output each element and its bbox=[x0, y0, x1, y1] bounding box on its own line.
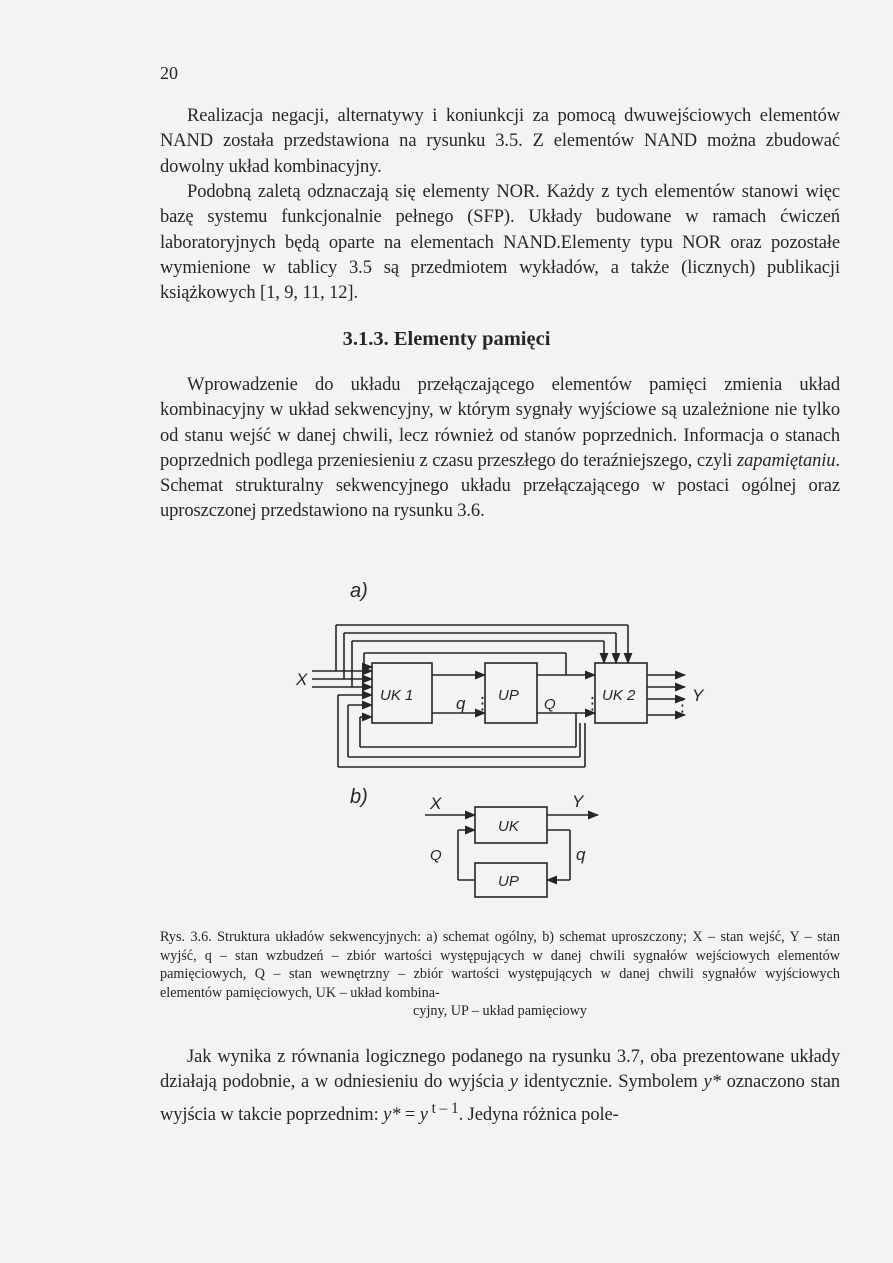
q-big-label: Q bbox=[544, 696, 556, 713]
label-b: b) bbox=[350, 786, 368, 808]
q-big-label-b: Q bbox=[430, 847, 442, 864]
paragraph-memory-elements bbox=[160, 373, 840, 525]
uk-label: UK bbox=[498, 818, 519, 835]
dots-y: ⋮ bbox=[674, 696, 691, 715]
p4-eq-lhs: y* bbox=[383, 1104, 401, 1125]
q-small-label-b: q bbox=[576, 845, 586, 864]
p4-eq-mid: = bbox=[400, 1104, 420, 1125]
figure-3-6 bbox=[280, 575, 740, 910]
up-label-b: UP bbox=[498, 873, 519, 890]
p4-eq-rhs: y bbox=[419, 1104, 428, 1125]
p4-text-a: Jak wynika z równania logicznego podanego na rysunku 3.7, oba prezentowane układy działają podobnie, a w odniesieniu do wyjścia bbox=[160, 1047, 840, 1093]
x-label-b: X bbox=[430, 794, 442, 813]
q-small-label: q bbox=[456, 694, 466, 713]
dots-q: ⋮ bbox=[474, 694, 491, 713]
page-number: 20 bbox=[160, 63, 178, 83]
p4-var-y: y bbox=[509, 1072, 518, 1093]
uk2-label: UK 2 bbox=[602, 687, 636, 704]
p3-text-start: Wprowadzenie do układu przełączającego elementów pamięci zmienia układ kombinacyjny w układ sekwencyjny, w którym sygnały wyjściowe są uzależnione nie tylko od stanu wejść w danej chwili, lecz również od stanów poprzednich. Informacja o stanach poprzednich podlega przeniesieniu z czasu przeszłego do teraźniejszego, czyli bbox=[160, 375, 840, 471]
paragraph-nor: Podobną zaletą odznaczają się elementy NOR. Każdy z tych elementów stanowi więc bazę systemu funkcjonalnie pełnego (SFP). Układy budowane w ramach ćwiczeń laboratoryjnych będą oparte na elementach NAND.Elementy typu NOR oraz pozostałe wymienione w tablicy 3.5 są przedmiotem wykładów, a także (licznych) publikacji książkowych [1, 9, 11, 12]. bbox=[160, 182, 840, 304]
section-heading: 3.1.3. Elementy pamięci bbox=[342, 328, 551, 350]
p4-var-ystar: y* bbox=[703, 1072, 721, 1093]
figure-caption bbox=[160, 928, 840, 1021]
y-label: Y bbox=[692, 686, 704, 705]
p4-text-c: oznaczono stan wyjścia w takcie poprzednim: bbox=[160, 1072, 841, 1125]
dots-qbig: ⋮ bbox=[584, 694, 601, 713]
y-label-b: Y bbox=[572, 792, 584, 811]
p4-superscript: t – 1 bbox=[427, 1099, 459, 1117]
p4-text-d: . Jedyna różnica pole- bbox=[458, 1104, 619, 1125]
p3-text-end: . Schemat strukturalny sekwencyjnego układu przełączającego w postaci ogólnej oraz uproszczonej przedstawiono na rysunku 3.6. bbox=[160, 450, 840, 522]
p4-text-b: identycznie. Symbolem bbox=[517, 1072, 704, 1093]
paragraph-nand: Realizacja negacji, alternatywy i koniunkcji za pomocą dwuwejściowych elementów NAND została przedstawiona na rysunku 3.5. Z elementów NAND można zbudować dowolny układ kombinacyjny. bbox=[160, 106, 840, 177]
paragraph-logic-equation bbox=[160, 1045, 840, 1128]
uk1-label: UK 1 bbox=[380, 687, 414, 704]
p3-emphasis: zapamiętaniu bbox=[736, 450, 836, 471]
caption-last-line: cyjny, UP – układ pamięciowy bbox=[413, 1003, 587, 1019]
label-a: a) bbox=[350, 580, 368, 602]
caption-text: Rys. 3.6. Struktura układów sekwencyjnych: a) schemat ogólny, b) schemat uproszczony; X – stan wejść, Y – stan wyjść, q – stan wzbudzeń – zbiór wartości występujących w danej chwili sygnałów wejściowych elementów pamięciowych, Q – stan wewnętrzny – zbiór wartości występujących w danej chwili sygnałów wyjściowych elementów pamięciowych, UK – układ kombina- bbox=[160, 929, 840, 1001]
x-label: X bbox=[296, 670, 308, 689]
up-label: UP bbox=[498, 687, 519, 704]
